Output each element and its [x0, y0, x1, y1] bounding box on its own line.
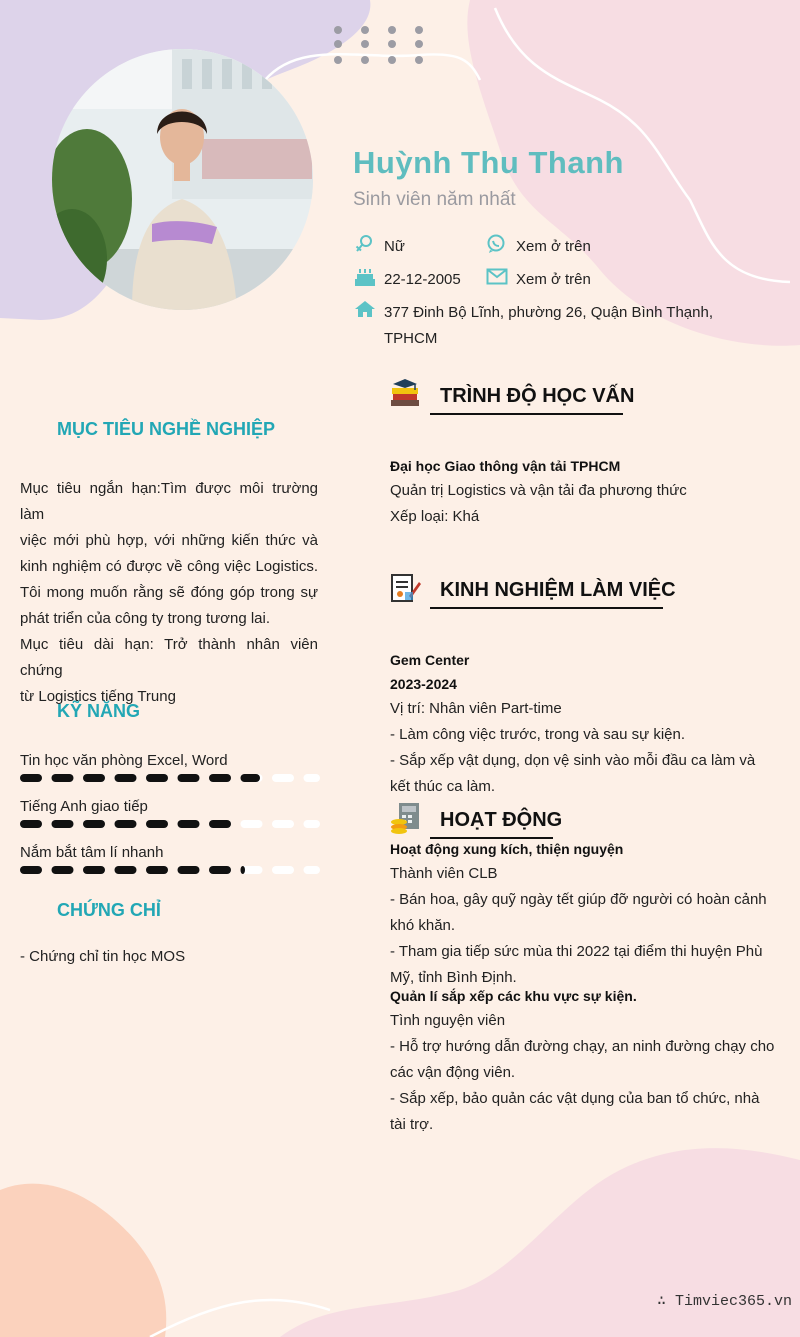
skill-bar-segment-fill [115, 866, 137, 874]
skill-bar-segment-fill [52, 774, 74, 782]
objective-line: từ Logistics tiếng Trung [20, 688, 176, 705]
skill-label: Tin học văn phòng Excel, Word [20, 752, 228, 769]
dot-grid-decoration [330, 22, 430, 68]
education-heading-underline [430, 413, 623, 415]
phone-value: Xem ở trên [516, 238, 591, 255]
mail-icon [486, 268, 508, 291]
objective-line: kinh nghiệm có được về công việc Logistics. [20, 558, 318, 575]
objective-text [20, 476, 318, 710]
address-line-1: 377 Đinh Bộ Lĩnh, phường 26, Quận Bình Thạnh, [384, 304, 714, 321]
skill-bar-segment-fill [146, 820, 168, 828]
experience-duty: - Làm công việc trước, trong và sau sự kiện. [390, 726, 686, 743]
skill-bar-segment-fill [241, 774, 261, 782]
skill-bar-segment-fill [115, 820, 137, 828]
activity-title: Hoạt động xung kích, thiện nguyện [390, 841, 624, 857]
skill-bar-segment-fill [115, 774, 137, 782]
skill-bar-segment-fill [178, 866, 200, 874]
candidate-name: Huỳnh Thu Thanh [353, 145, 624, 180]
address-line-2: TPHCM [384, 330, 438, 347]
skill-bar-segment-fill [241, 866, 246, 874]
objective-line: Tôi mong muốn rằng sẽ đóng góp trong sự [20, 584, 318, 601]
skill-bar-segment-fill [52, 866, 74, 874]
activity-line: - Hỗ trợ hướng dẫn đường chạy, an ninh đường chạy cho [390, 1038, 775, 1055]
skill-bar-segment-fill [52, 820, 74, 828]
activity-title: Quản lí sắp xếp các khu vực sự kiện. [390, 988, 637, 1004]
email-value: Xem ở trên [516, 271, 591, 288]
experience-duty: kết thúc ca làm. [390, 778, 496, 795]
books-icon [389, 378, 421, 413]
skill-bar-segment-track [304, 820, 321, 828]
skill-bar-segment-track [272, 774, 294, 782]
skill-bar-segment-fill [146, 774, 168, 782]
skill-bar-segment-fill [178, 820, 200, 828]
skill-bar-segment-fill [209, 866, 231, 874]
experience-company: Gem Center [390, 652, 470, 668]
clipboard-icon [389, 572, 421, 609]
skill-bar-segment-track [272, 820, 294, 828]
skills-heading: KỸ NĂNG [57, 701, 141, 721]
experience-duty: - Sắp xếp vật dụng, dọn vệ sinh vào mỗi đầu ca làm và [390, 752, 756, 769]
certificate-item: - Chứng chỉ tin học MOS [20, 948, 186, 965]
footer-watermark: ∴ Timviec365.vn [656, 1293, 792, 1310]
gender-icon [354, 234, 374, 259]
skill-bar-segment-fill [146, 866, 168, 874]
skill-bar [20, 772, 320, 784]
calculator-icon [389, 802, 421, 839]
education-heading: TRÌNH ĐỘ HỌC VẤN [440, 385, 635, 407]
education-major: Quản trị Logistics và vận tải đa phương thức [390, 482, 687, 499]
objective-heading: MỤC TIÊU NGHỀ NGHIỆP [57, 419, 276, 439]
experience-heading: KINH NGHIỆM LÀM VIỆC [440, 579, 676, 601]
skill-bar-segment-fill [20, 866, 42, 874]
skill-bar-segment-fill [178, 774, 200, 782]
certificates-heading: CHỨNG CHỈ [57, 900, 161, 920]
education-school: Đại học Giao thông vận tải TPHCM [390, 458, 621, 474]
experience-position: Vị trí: Nhân viên Part-time [390, 700, 562, 717]
activity-role: Thành viên CLB [390, 865, 498, 882]
activity-line: Mỹ, tỉnh Bình Định. [390, 969, 517, 986]
skill-bar-segment-track [241, 820, 263, 828]
birthday-value: 22-12-2005 [384, 271, 461, 288]
profile-photo [52, 49, 313, 310]
skill-bar-segment-fill [83, 866, 105, 874]
experience-heading-underline [430, 607, 663, 609]
skill-bar-segment-fill [20, 820, 42, 828]
home-icon [354, 300, 376, 323]
candidate-title: Sinh viên năm nhất [353, 189, 516, 210]
activities-heading-underline [430, 837, 553, 839]
experience-period: 2023-2024 [390, 676, 457, 692]
skill-bar-segment-fill [20, 774, 42, 782]
activity-line: khó khăn. [390, 917, 456, 934]
education-grade: Xếp loại: Khá [390, 508, 480, 525]
objective-line: Mục tiêu ngắn hạn:Tìm được môi trường làm [20, 480, 318, 523]
skill-bar-segment-fill [83, 820, 105, 828]
activity-line: - Bán hoa, gây quỹ ngày tết giúp đỡ người có hoàn cảnh [390, 891, 767, 908]
skill-bar [20, 818, 320, 830]
activity-line: - Tham gia tiếp sức mùa thi 2022 tại điểm thi huyện Phù [390, 943, 763, 960]
activity-role: Tình nguyện viên [390, 1012, 506, 1029]
objective-line: Mục tiêu dài hạn: Trở thành nhân viên chứng [20, 636, 318, 679]
skill-bar-segment-fill [209, 774, 231, 782]
whatsapp-icon [486, 234, 506, 259]
skill-bar-segment-fill [83, 774, 105, 782]
skill-bar-segment-track [304, 774, 321, 782]
activity-line: tài trợ. [390, 1116, 434, 1133]
activity-line: các vận động viên. [390, 1064, 516, 1081]
skill-label: Nắm bắt tâm lí nhanh [20, 844, 164, 861]
skill-bar-segment-track [304, 866, 321, 874]
objective-line: việc mới phù hợp, với những kiến thức và [20, 532, 318, 549]
activity-line: - Sắp xếp, bảo quản các vật dụng của ban tổ chức, nhà [390, 1090, 760, 1107]
cake-icon [354, 267, 376, 292]
skill-label: Tiếng Anh giao tiếp [20, 798, 148, 815]
objective-line: phát triển của công ty trong tương lai. [20, 610, 271, 627]
skill-bar-segment-fill [209, 820, 231, 828]
skill-bar-segment-track [272, 866, 294, 874]
gender-value: Nữ [384, 238, 405, 255]
skill-bar [20, 864, 320, 876]
activities-heading: HOẠT ĐỘNG [440, 809, 563, 831]
